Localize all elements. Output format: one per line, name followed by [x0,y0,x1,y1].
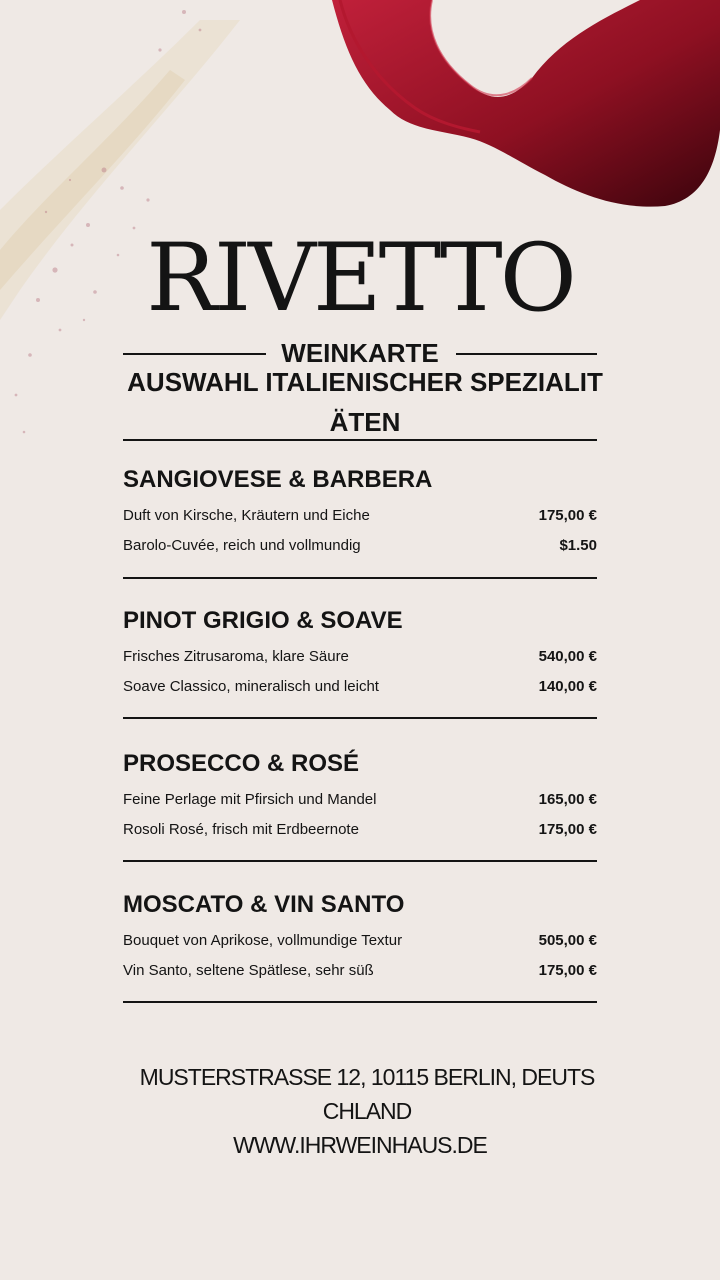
wine-section [123,749,597,844]
section-divider [123,577,597,579]
menu-subtitle: WEINKARTE [281,338,439,368]
section-title: PROSECCO & ROSÉ [123,750,360,777]
menu-item [123,925,597,955]
item-price: 140,00 € [538,677,597,695]
item-description: Barolo-Cuvée, reich und vollmundig [123,536,361,554]
menu-item [123,500,597,530]
item-price: 175,00 € [538,506,597,524]
wine-section [123,606,597,701]
website-link[interactable]: WWW.IHRWEINHAUS.DE [233,1132,487,1158]
item-price: 540,00 € [538,647,597,665]
menu-item [123,784,597,814]
header-divider [123,439,597,441]
section-title: MOSCATO & VIN SANTO [123,891,405,918]
item-description: Rosoli Rosé, frisch mit Erdbeernote [123,820,359,838]
item-description: Duft von Kirsche, Kräutern und Eiche [123,506,370,524]
item-description: Feine Perlage mit Pfirsich und Mandel [123,790,377,808]
section-divider [123,860,597,862]
wine-splash-graphic [320,0,720,210]
brand-name: RIVETTO [146,224,574,333]
section-divider [123,717,597,719]
menu-item [123,814,597,844]
item-price: 175,00 € [538,820,597,838]
wine-section [123,890,597,985]
item-description: Soave Classico, mineralisch und leicht [123,677,379,695]
menu-item [123,530,597,560]
menu-item [123,955,597,985]
address: MUSTERSTRASSE 12, 10115 BERLIN, DEUTSCHLAND [139,1064,595,1124]
item-price: 505,00 € [538,931,597,949]
wine-section [123,465,597,560]
menu-tagline: AUSWAHL ITALIENISCHER SPEZIALITÄTEN [127,367,603,437]
item-price: 175,00 € [538,961,597,979]
item-price: $1.50 [559,536,597,554]
section-title: PINOT GRIGIO & SOAVE [123,607,403,634]
menu-item [123,671,597,701]
section-divider [123,1001,597,1003]
section-title: SANGIOVESE & BARBERA [123,466,433,493]
item-description: Frisches Zitrusaroma, klare Säure [123,647,349,665]
item-price: 165,00 € [538,790,597,808]
item-description: Vin Santo, seltene Spätlese, sehr süß [123,961,374,979]
menu-item [123,641,597,671]
item-description: Bouquet von Aprikose, vollmundige Textur [123,931,403,949]
